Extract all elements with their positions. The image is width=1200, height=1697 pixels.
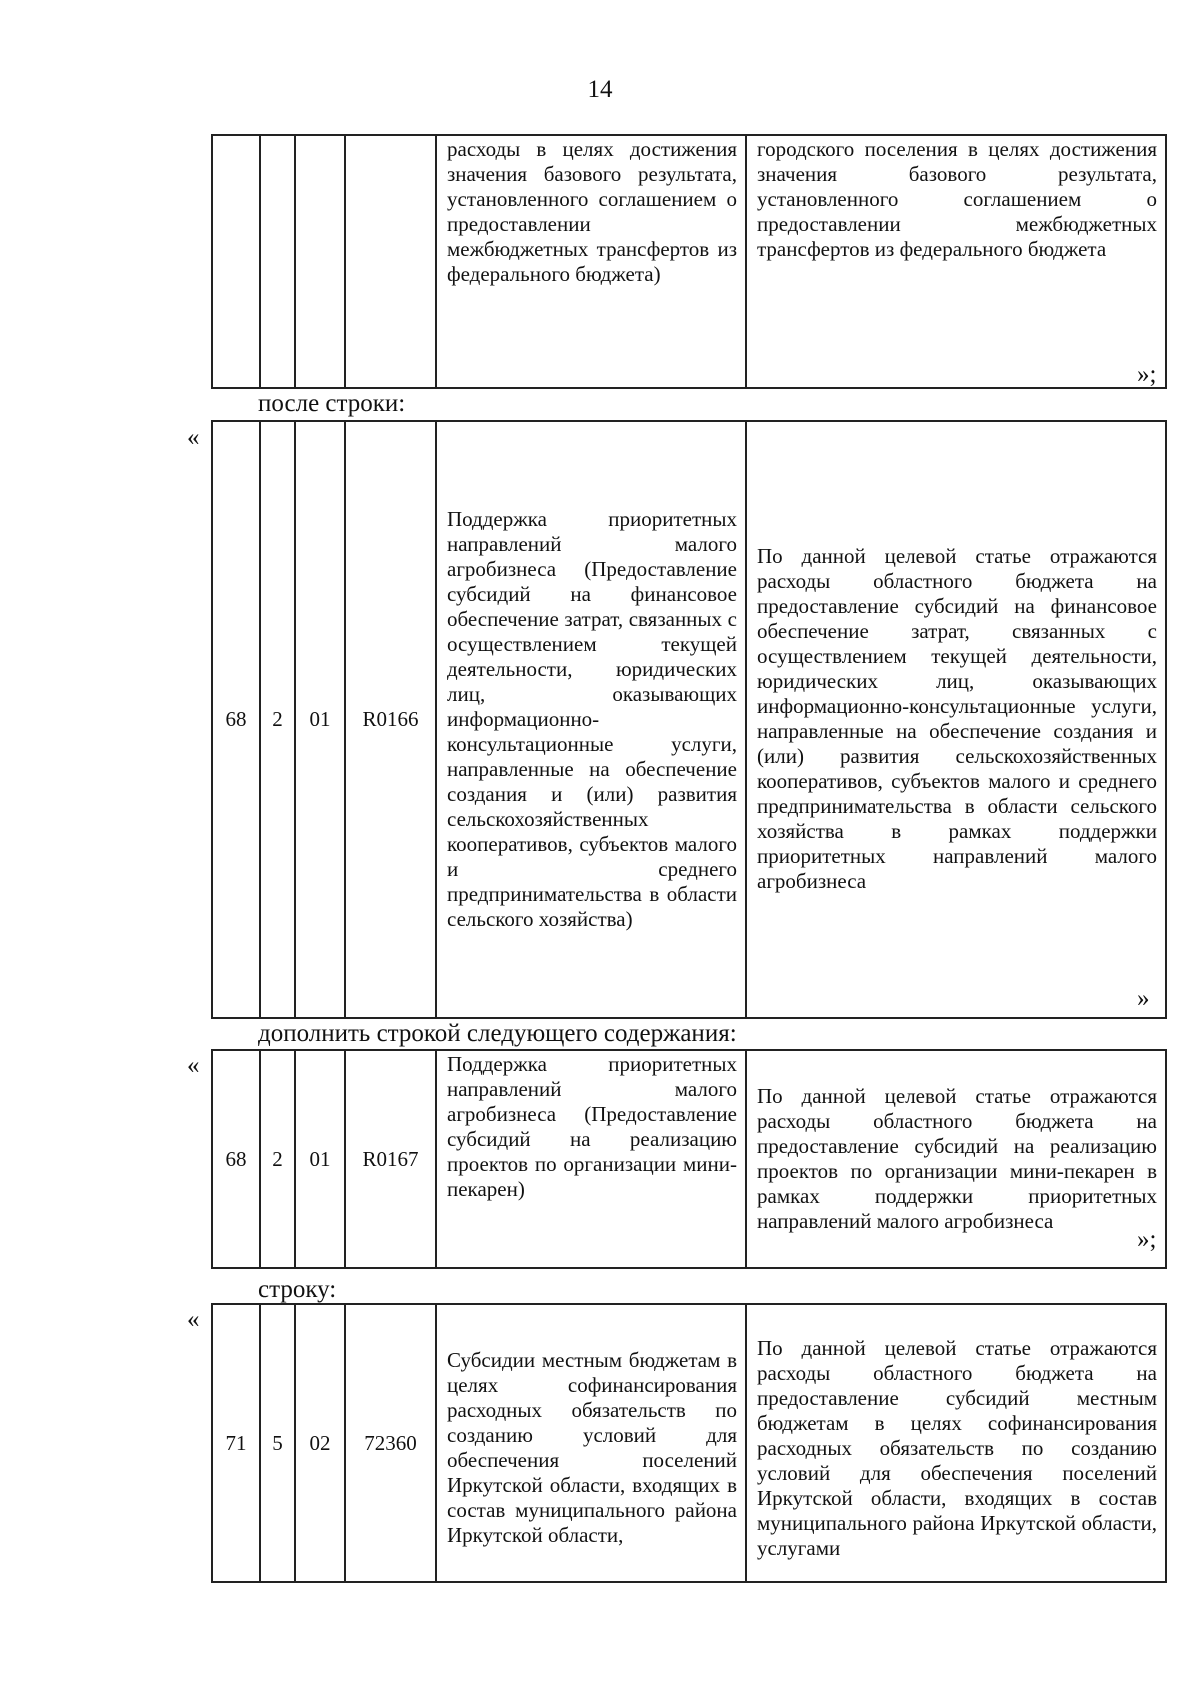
table-row <box>212 135 1166 388</box>
code-cell: 02 <box>295 1304 345 1582</box>
code-cell: R0166 <box>345 421 436 1018</box>
instruction-phrase: строку: <box>258 1276 337 1303</box>
expense-name-cell: расходы в целях достижения значения базового результата, установленного соглашением о предоставлении межбюджетных трансфертов из федерального бюджета) <box>436 135 746 388</box>
code-cell <box>260 135 295 388</box>
expense-name-cell: Поддержка приоритетных направлений малого агробизнеса (Предоставление субсидий на реализацию проектов по организации мини-пекарен) <box>436 1050 746 1268</box>
code-cell: 68 <box>212 1050 260 1268</box>
code-cell: 2 <box>260 1050 295 1268</box>
expense-description-cell: городского поселения в целях достижения значения базового результата, установленного соглашением о предоставлении межбюджетных трансфертов из федерального бюджета <box>746 135 1166 388</box>
code-cell: 01 <box>295 421 345 1018</box>
continuation-row-table <box>211 134 1167 389</box>
replaced-row-table <box>211 1303 1167 1583</box>
page-number: 14 <box>587 76 613 103</box>
code-cell <box>345 135 436 388</box>
closing-quote: » <box>1137 985 1150 1012</box>
code-cell: 71 <box>212 1304 260 1582</box>
code-cell <box>295 135 345 388</box>
opening-quote: « <box>187 424 200 451</box>
expense-name-cell: Субсидии местным бюджетам в целях софинансирования расходных обязательств по созданию условий для обеспечения поселений Иркутской области, входящих в состав муниципального района Иркутской области, <box>436 1304 746 1582</box>
closing-quote: »; <box>1137 1226 1157 1253</box>
table-row <box>212 421 1166 1018</box>
table-row <box>212 1304 1166 1582</box>
expense-name-cell: Поддержка приоритетных направлений малого агробизнеса (Предоставление субсидий на финансовое обеспечение затрат, связанных с осуществлением текущей деятельности, юридических лиц, оказывающих информационно-консультационные услуги, направленные на обеспечение создания и (или) развития сельскохозяйственных кооперативов, субъектов малого и среднего предпринимательства в области сельского хозяйства) <box>436 421 746 1018</box>
code-cell: 5 <box>260 1304 295 1582</box>
code-cell: 68 <box>212 421 260 1018</box>
code-cell: 01 <box>295 1050 345 1268</box>
opening-quote: « <box>187 1052 200 1079</box>
code-cell: 2 <box>260 421 295 1018</box>
expense-description-cell: По данной целевой статье отражаются расходы областного бюджета на предоставление субсидий на финансовое обеспечение затрат, связанных с осуществлением текущей деятельности, юридических лиц, оказывающих информационно-консультационные услуги, направленные на обеспечение создания и (или) развития сельскохозяйственных кооперативов, субъектов малого и среднего предпринимательства в области сельского хозяйства в рамках поддержки приоритетных направлений малого агробизнеса <box>746 421 1166 1018</box>
table-row <box>212 1050 1166 1268</box>
code-cell <box>212 135 260 388</box>
instruction-phrase: дополнить строкой следующего содержания: <box>258 1020 737 1047</box>
code-cell: R0167 <box>345 1050 436 1268</box>
opening-quote: « <box>187 1306 200 1333</box>
new-row-table <box>211 1049 1167 1269</box>
closing-quote: »; <box>1137 361 1157 388</box>
instruction-phrase: после строки: <box>258 390 406 417</box>
expense-description-cell: По данной целевой статье отражаются расходы областного бюджета на предоставление субсидий местным бюджетам в целях софинансирования расходных обязательств по созданию условий для обеспечения поселений Иркутской области, входящих в состав муниципального района Иркутской области, услугами <box>746 1304 1166 1582</box>
code-cell: 72360 <box>345 1304 436 1582</box>
expense-description-cell: По данной целевой статье отражаются расходы областного бюджета на предоставление субсидий на реализацию проектов по организации мини-пекарен в рамках поддержки приоритетных направлений малого агробизнеса <box>746 1050 1166 1268</box>
target-row-table <box>211 420 1167 1019</box>
